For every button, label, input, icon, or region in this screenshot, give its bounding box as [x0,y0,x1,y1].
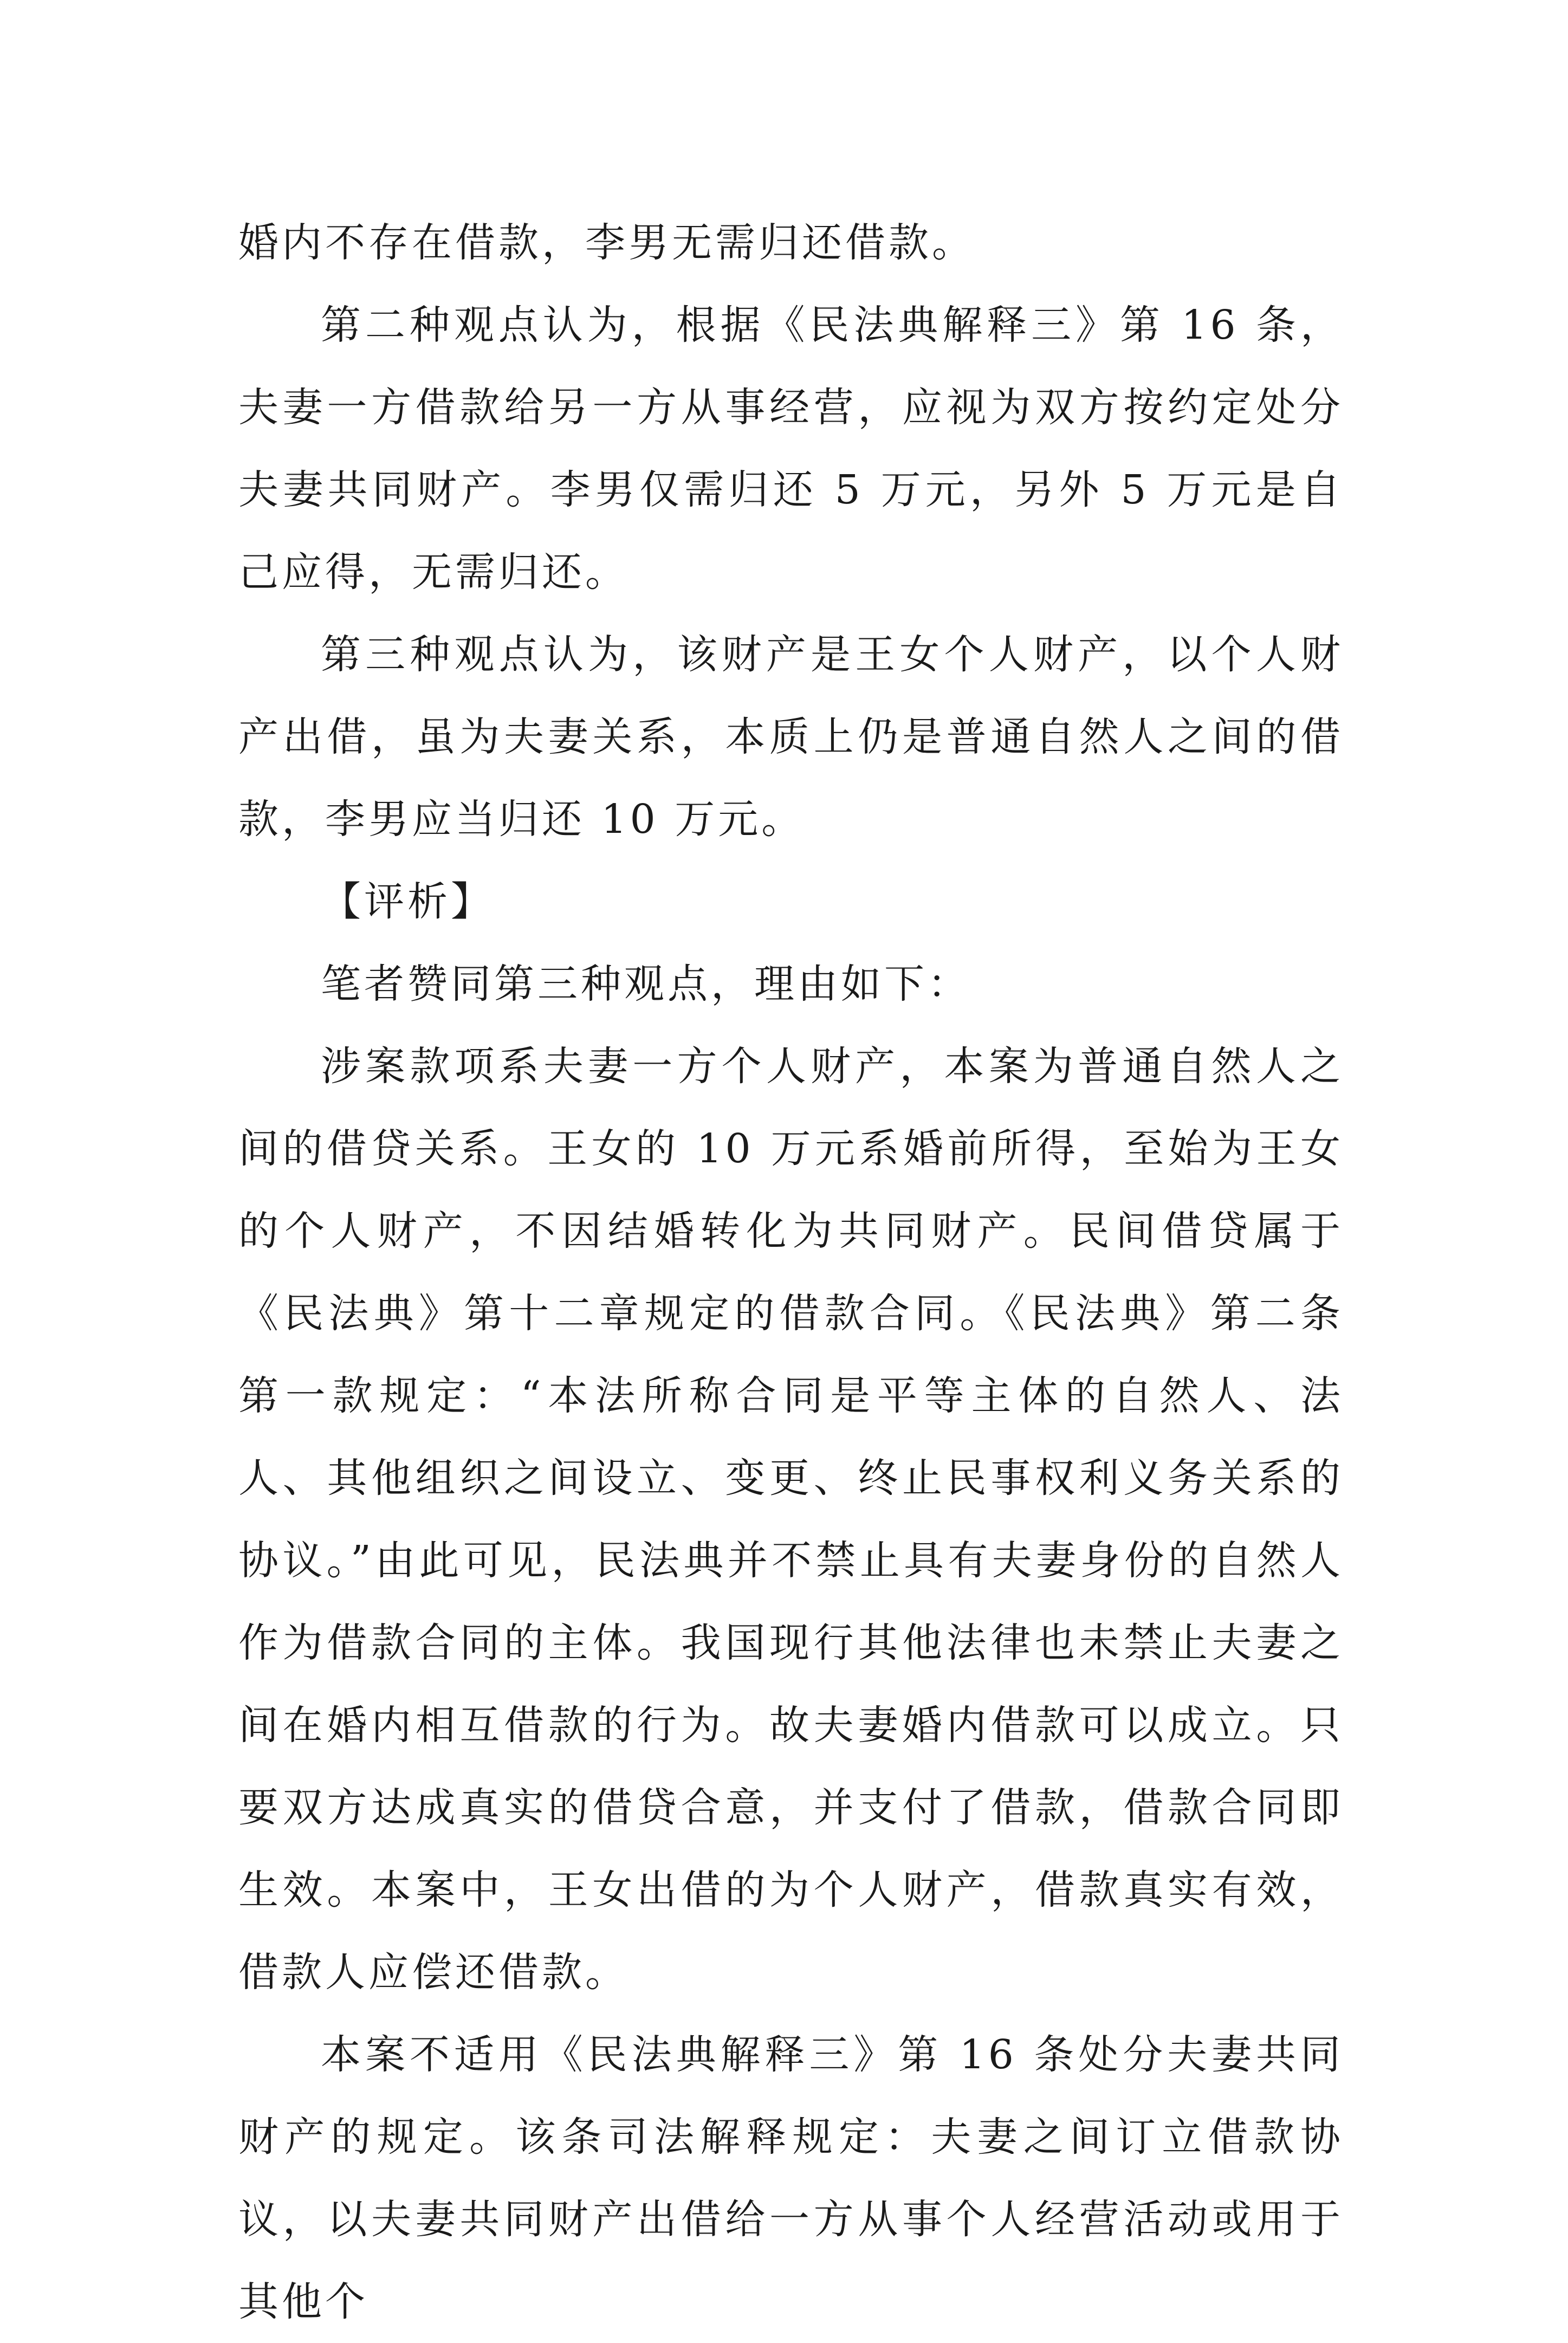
paragraph-2: 第二种观点认为，根据《民法典解释三》第 16 条，夫妻一方借款给另一方从事经营，应视为双方按约定处分夫妻共同财产。李男仅需归还 5 万元，另外 5 万元是自己应得，无需归还。 [238,302,1344,596]
section-heading-analysis: 【评析】 [321,878,494,925]
paragraph-1: 婚内不存在借款，李男无需归还借款。 [238,219,975,266]
paragraph-6: 本案不适用《民法典解释三》第 16 条处分夫妻共同财产的规定。该条司法解释规定：夫妻之间订立借款协议，以夫妻共同财产出借给一方从事个人经营活动或用于其他个 [238,2031,1344,2325]
paragraph-3: 第三种观点认为，该财产是王女个人财产，以个人财产出借，虽为夫妻关系，本质上仍是普通自然人之间的借款，李男应当归还 10 万元。 [238,631,1344,843]
body-text [238,202,1344,2343]
paragraph-4: 笔者赞同第三种观点，理由如下： [321,961,971,1007]
paragraph-5: 涉案款项系夫妻一方个人财产，本案为普通自然人之间的借贷关系。王女的 10 万元系婚前所得，至始为王女的个人财产，不因结婚转化为共同财产。民间借贷属于《民法典》第十二章规定的借款合同。《民法典》第二条第一款规定：“本法所称合同是平等主体的自然人、法人、其他组织之间设立、变更、终止民事权利义务关系的协议。”由此可见，民法典并不禁止具有夫妻身份的自然人作为借款合同的主体。我国现行其他法律也未禁止夫妻之间在婚内相互借款的行为。故夫妻婚内借款可以成立。只要双方达成真实的借贷合意，并支付了借款，借款合同即生效。本案中，王女出借的为个人财产，借款真实有效，借款人应偿还借款。 [238,1043,1344,1996]
